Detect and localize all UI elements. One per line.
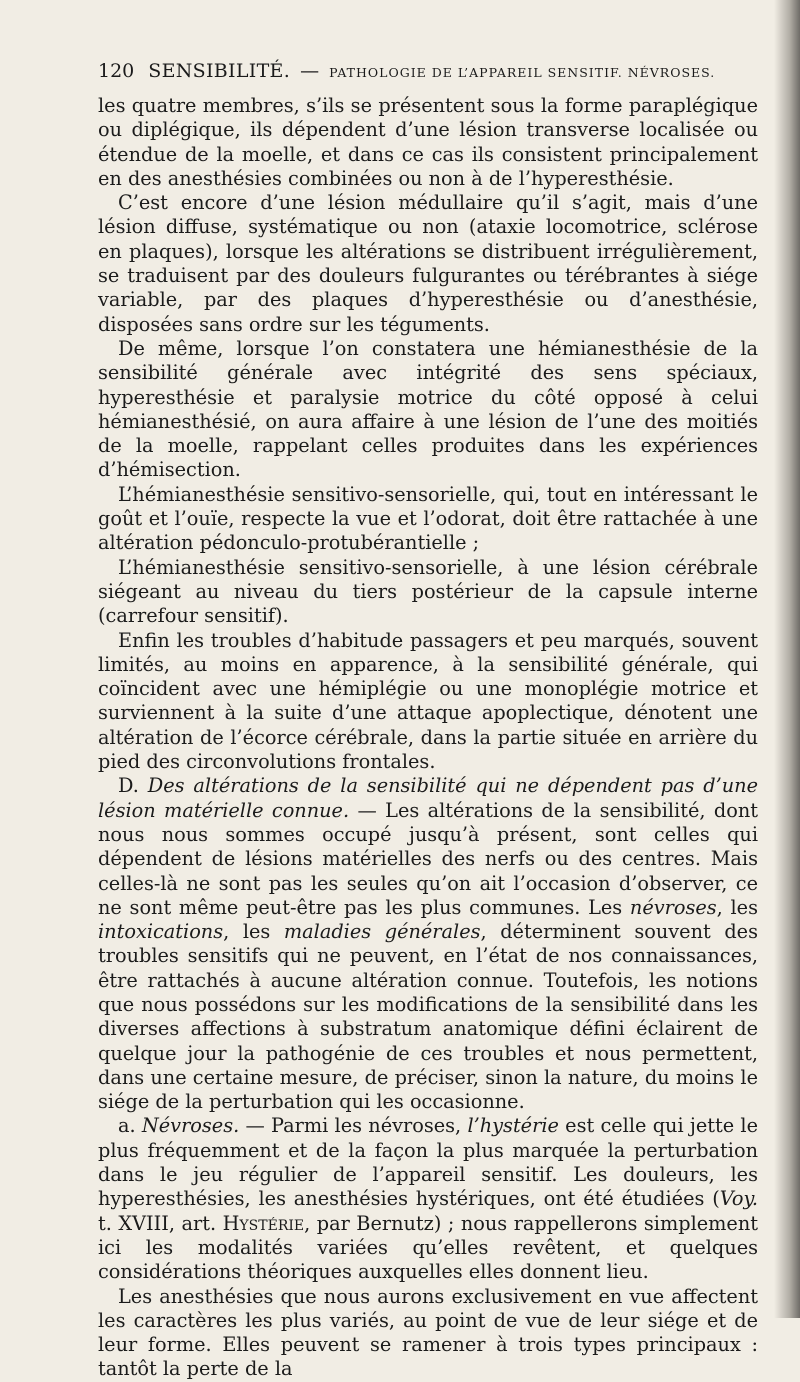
section-d-label: D.	[118, 774, 139, 798]
header-dash: —	[300, 60, 320, 82]
article-hysterie: Hystérie	[222, 1211, 305, 1235]
paragraph-1: les quatre membres, s’ils se présentent sous la forme paraplégique ou diplégique, ils dépendent d’une lésion transverse localisée ou étendue de la moelle, et dans ce cas ils consistent principalement en des anesthésies combinées ou non à de l’hyperesthésie.	[98, 94, 758, 190]
section-a-paragraph: a. Névroses. — Parmi les névroses, l’hystérie est celle qui jette le plus fréquemment et de la façon la plus marquée la perturbation dans le jeu régulier de l’appareil sensitif. Les douleurs, les hyperesthésies, les anesthésies hystériques, ont été étudiées (Voy. t. XVIII, art. Hystérie, par Bernutz) ; nous rappellerons simplement ici les modalités variées qu’elles revêtent, et quelques considérations théoriques auxquelles elles donnent lieu.	[98, 1114, 759, 1284]
reference-voy: Voy.	[719, 1187, 758, 1211]
paragraph-4: L’hémianesthésie sensitivo-sensorielle, qui, tout en intéressant le goût et l’ouïe, respecte la vue et l’odorat, doit être rattachée à une altération pédonculo-protubérantielle ;	[98, 482, 758, 555]
section-a-label: a.	[118, 1114, 136, 1138]
paragraph-3: De même, lorsque l’on constatera une hémianesthésie de la sensibilité générale avec intégrité des sens spéciaux, hyperesthésie et paralysie motrice du côté opposé à celui hémianesthésié, on aura affaire à une lésion de l’une des moitiés de la moelle, rappelant celles produites dans les expériences d’hémisection.	[98, 336, 758, 482]
last-paragraph: Les anesthésies que nous aurons exclusivement en vue affectent les caractères les plus variés, au point de vue de leur siége et de leur forme. Elles peuvent se ramener à trois types principaux : tantôt la perte de la	[98, 1284, 758, 1381]
page-number: 120	[98, 60, 135, 82]
term-nevroses: névroses	[629, 895, 717, 919]
section-title: SENSIBILITÉ.	[148, 60, 291, 82]
header-subtitle: PATHOLOGIE DE L’APPAREIL SENSITIF. NÉVROSES.	[329, 65, 716, 80]
book-page	[98, 60, 758, 1382]
term-hysterie: l’hystérie	[467, 1114, 559, 1138]
running-header	[98, 60, 758, 82]
body-text	[98, 94, 758, 1382]
term-maladies-generales: maladies générales	[283, 920, 481, 944]
term-intoxications: intoxications	[98, 920, 224, 944]
page-edge-shadow	[774, 0, 800, 1318]
paragraph-5: L’hémianesthésie sensitivo-sensorielle, à une lésion cérébrale siégeant au niveau du tiers postérieur de la capsule interne (carrefour sensitif).	[98, 555, 758, 628]
paragraph-2: C’est encore d’une lésion médullaire qu’il s’agit, mais d’une lésion diffuse, systématique ou non (ataxie locomotrice, sclérose en plaques), lorsque les altérations se distribuent irrégulièrement, se traduisent par des douleurs fulgurantes ou térébrantes à siége variable, par des plaques d’hyperesthésie ou d’anesthésie, disposées sans ordre sur les téguments.	[98, 191, 758, 336]
section-a-title: Névroses.	[141, 1114, 240, 1138]
section-d-title: Des altérations de la sensibilité qui ne dépendent pas d’une lésion matérielle connue.	[98, 774, 758, 822]
section-d-paragraph: D. Des altérations de la sensibilité qui ne dépendent pas d’une lésion matérielle connue. — Les altérations de la sensibilité, dont nous nous sommes occupé jusqu’à présent, sont celles qui dépendent de lésions matérielles des nerfs ou des centres. Mais celles-là ne sont pas les seules qu’on ait l’occasion d’observer, ce ne sont même peut-être pas les plus communes. Les névroses, les intoxications, les maladies générales, déterminent souvent des troubles sensitifs qui ne peuvent, en l’état de nos connaissances, être rattachés à aucune altération connue. Toutefois, les notions que nous possédons sur les modifications de la sensibilité dans les diverses affections à substratum anatomique défini éclairent de quelque jour la pathogénie de ces troubles et nous permettent, dans une certaine mesure, de préciser, sinon la nature, du moins le siége de la perturbation qui les occasionne.	[98, 774, 758, 1114]
paragraph-6: Enfin les troubles d’habitude passagers et peu marqués, souvent limités, au moins en apparence, à la sensibilité générale, qui coïncident avec une hémiplégie ou une monoplégie motrice et surviennent à la suite d’une attaque apoplectique, dénotent une altération de l’écorce cérébrale, dans la partie située en arrière du pied des circonvolutions frontales.	[98, 628, 758, 774]
